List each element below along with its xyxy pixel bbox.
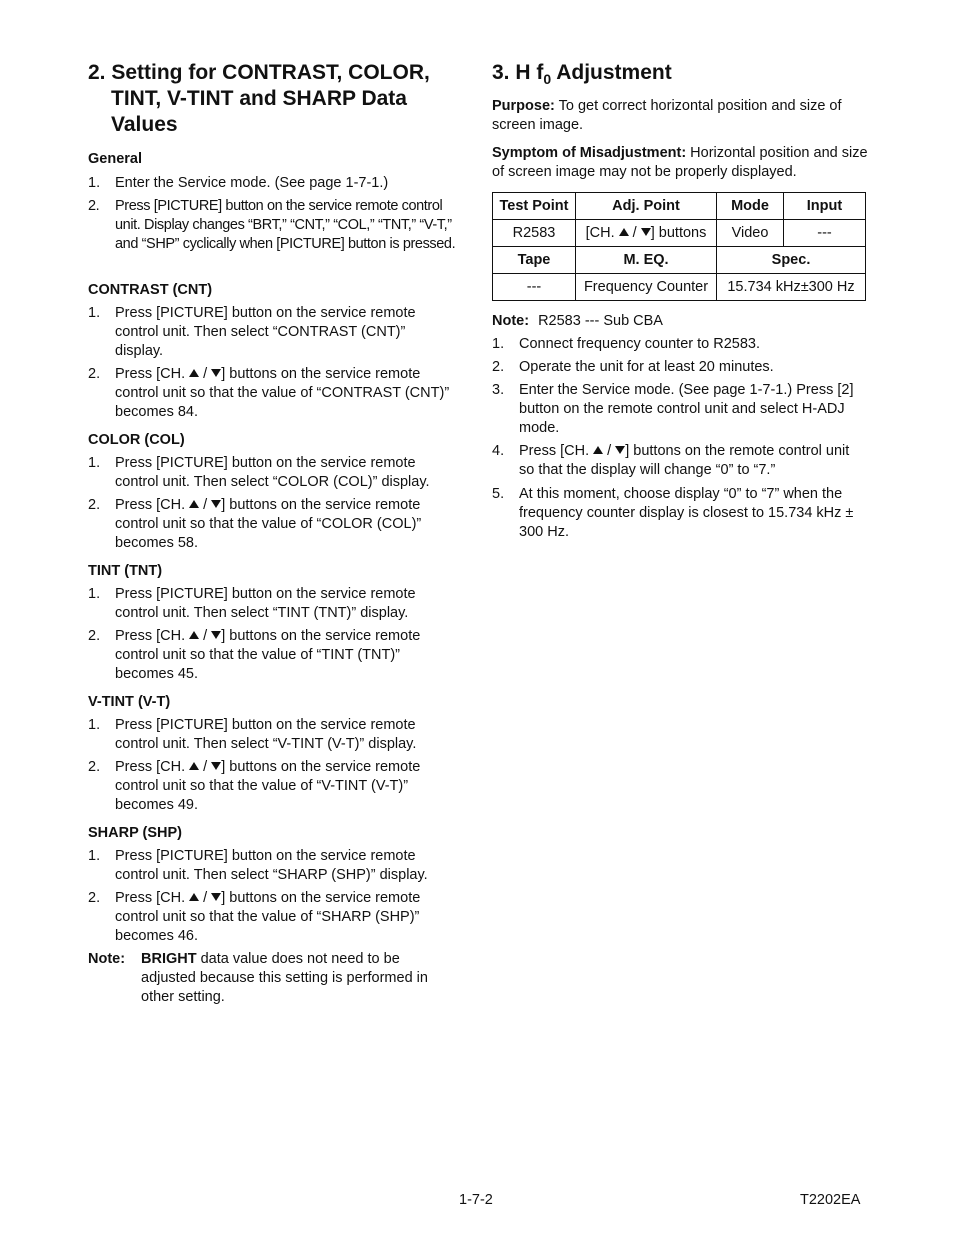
text-part: / bbox=[199, 890, 212, 906]
sharp-step-1 bbox=[88, 847, 456, 885]
contrast-step-1 bbox=[88, 304, 456, 361]
text-part: [CH. bbox=[585, 225, 619, 241]
step-text: Operate the unit for at least 20 minutes. bbox=[519, 359, 774, 375]
text-part: ] buttons on the service remote control unit so that the value of “V-TINT (V-T)” becomes 49. bbox=[115, 759, 421, 813]
triangle-up-icon bbox=[189, 893, 199, 901]
step-text: Press [PICTURE] button on the service remote control unit. Display changes “BRT,” “CNT,” “COL,” “TNT,” “V-T,” and “SHP” cyclically when [PICTURE] button is pressed. bbox=[115, 198, 456, 252]
header-cell: Adj. Point bbox=[576, 193, 717, 220]
text-part: ] buttons on the service remote control unit so that the value of “COLOR (COL)” becomes 58. bbox=[115, 497, 422, 551]
tint-step-1 bbox=[88, 585, 456, 623]
note-bright bbox=[88, 950, 456, 1007]
symptom-paragraph bbox=[492, 144, 868, 182]
step-number: 2. bbox=[88, 366, 101, 382]
table-cell: Frequency Counter bbox=[576, 274, 717, 301]
heading-general: General bbox=[88, 151, 142, 167]
text-part: / bbox=[628, 225, 641, 241]
symptom-text: Horizontal position and size of screen image may not be properly displayed. bbox=[492, 145, 868, 180]
text-part: Press [CH. bbox=[115, 366, 190, 382]
step-number: 1. bbox=[88, 455, 101, 471]
triangle-up-icon bbox=[593, 446, 603, 454]
table-cell: 15.734 kHz±300 Hz bbox=[717, 274, 866, 301]
heading-vtint: V-TINT (V-T) bbox=[88, 694, 171, 710]
hadj-step-2 bbox=[492, 358, 868, 377]
text-part: Press [CH. bbox=[115, 890, 190, 906]
step-text: Connect frequency counter to R2583. bbox=[519, 336, 761, 352]
step-text bbox=[115, 889, 456, 946]
tint-step-2 bbox=[88, 627, 456, 684]
triangle-down-icon bbox=[211, 500, 221, 508]
text-part: ] buttons on the remote control unit so that the display will change “0” to “7.” bbox=[519, 443, 850, 478]
step-number: 1. bbox=[88, 305, 101, 321]
step-text bbox=[115, 496, 456, 553]
step-text bbox=[115, 758, 456, 815]
general-step-1 bbox=[88, 174, 456, 193]
step-text bbox=[519, 442, 868, 480]
table-header-row bbox=[493, 247, 866, 274]
step-number: 1. bbox=[88, 717, 101, 733]
step-text: Press [PICTURE] button on the service remote control unit. Then select “COLOR (COL)” display. bbox=[115, 455, 430, 490]
hadj-step-3 bbox=[492, 381, 868, 438]
text-part: ] buttons on the service remote control unit so that the value of “TINT (TNT)” becomes 45. bbox=[115, 628, 421, 682]
step-text bbox=[115, 627, 456, 684]
step-number: 2. bbox=[88, 759, 101, 775]
header-cell: Mode bbox=[717, 193, 784, 220]
table-row bbox=[493, 274, 866, 301]
heading-color: COLOR (COL) bbox=[88, 432, 185, 448]
text-part: / bbox=[199, 759, 212, 775]
table-cell: R2583 bbox=[493, 220, 576, 247]
hadj-step-5 bbox=[492, 485, 868, 542]
purpose-label: Purpose: bbox=[492, 98, 555, 114]
step-number: 2. bbox=[88, 198, 100, 214]
triangle-up-icon bbox=[189, 369, 199, 377]
text-part: ] buttons on the service remote control unit so that the value of “SHARP (SHP)” becomes 46. bbox=[115, 890, 421, 944]
document-code: T2202EA bbox=[800, 1192, 861, 1208]
color-step-2 bbox=[88, 496, 456, 553]
header-cell: Spec. bbox=[717, 247, 866, 274]
triangle-up-icon bbox=[189, 631, 199, 639]
triangle-up-icon bbox=[619, 228, 629, 236]
text-part: Press [CH. bbox=[115, 628, 190, 644]
step-number: 2. bbox=[88, 497, 101, 513]
adjustment-table bbox=[492, 192, 866, 301]
text-part: ] buttons bbox=[650, 225, 707, 241]
triangle-up-icon bbox=[189, 762, 199, 770]
title-part: 3. H f bbox=[492, 61, 544, 84]
note-text: R2583 --- Sub CBA bbox=[538, 313, 663, 329]
note-text: data value does not need to be adjusted because this setting is performed in other setting. bbox=[141, 951, 428, 1005]
color-step-1 bbox=[88, 454, 456, 492]
general-step-2 bbox=[88, 197, 456, 254]
step-text: Press [PICTURE] button on the service remote control unit. Then select “SHARP (SHP)” display. bbox=[115, 848, 428, 883]
step-text: Enter the Service mode. (See page 1-7-1.) Press [2] button on the remote control unit and select H-ADJ mode. bbox=[519, 382, 854, 436]
step-number: 1. bbox=[88, 175, 101, 191]
step-number: 4. bbox=[492, 443, 505, 459]
step-number: 2. bbox=[88, 628, 101, 644]
hadj-step-4 bbox=[492, 442, 868, 480]
purpose-text: To get correct horizontal position and size of screen image. bbox=[492, 98, 842, 133]
contrast-step-2 bbox=[88, 365, 456, 422]
step-text: At this moment, choose display “0” to “7” when the frequency counter display is closest to 15.734 kHz ± 300 Hz. bbox=[519, 486, 854, 540]
title-part: Adjustment bbox=[551, 61, 672, 84]
triangle-down-icon bbox=[211, 893, 221, 901]
triangle-down-icon bbox=[641, 228, 651, 236]
step-text: Press [PICTURE] button on the service remote control unit. Then select “V-TINT (V-T)” display. bbox=[115, 717, 417, 752]
note-label: Note: bbox=[492, 313, 530, 329]
text-part: / bbox=[603, 443, 616, 459]
triangle-down-icon bbox=[211, 762, 221, 770]
step-text bbox=[115, 365, 456, 422]
note-r2583 bbox=[492, 312, 868, 331]
triangle-up-icon bbox=[189, 500, 199, 508]
note-label: Note: bbox=[88, 951, 126, 967]
step-number: 2. bbox=[492, 359, 505, 375]
text-part: / bbox=[199, 366, 212, 382]
header-cell: M. EQ. bbox=[576, 247, 717, 274]
symptom-label: Symptom of Misadjustment: bbox=[492, 145, 687, 161]
table-cell bbox=[576, 220, 717, 247]
step-number: 2. bbox=[88, 890, 101, 906]
header-cell: Input bbox=[784, 193, 866, 220]
table-cell: Video bbox=[717, 220, 784, 247]
step-number: 1. bbox=[492, 336, 505, 352]
heading-contrast: CONTRAST (CNT) bbox=[88, 282, 213, 298]
text-part: Press [CH. bbox=[519, 443, 594, 459]
triangle-down-icon bbox=[211, 631, 221, 639]
table-cell: --- bbox=[493, 274, 576, 301]
text-part: / bbox=[199, 497, 212, 513]
header-cell: Tape bbox=[493, 247, 576, 274]
text-part: ] buttons on the service remote control unit so that the value of “CONTRAST (CNT)” becomes 84. bbox=[115, 366, 450, 420]
triangle-down-icon bbox=[211, 369, 221, 377]
text-part: / bbox=[199, 628, 212, 644]
section-title-hf0 bbox=[492, 60, 672, 92]
step-number: 1. bbox=[88, 848, 101, 864]
triangle-down-icon bbox=[615, 446, 625, 454]
vtint-step-1 bbox=[88, 716, 456, 754]
step-text: Press [PICTURE] button on the service remote control unit. Then select “TINT (TNT)” display. bbox=[115, 586, 416, 621]
text-part: Press [CH. bbox=[115, 497, 190, 513]
step-number: 3. bbox=[492, 382, 505, 398]
note-body bbox=[141, 950, 456, 1007]
step-number: 5. bbox=[492, 486, 505, 502]
note-bold: BRIGHT bbox=[141, 951, 197, 967]
table-row bbox=[493, 220, 866, 247]
step-number: 1. bbox=[88, 586, 101, 602]
hadj-step-1 bbox=[492, 335, 868, 354]
purpose-paragraph bbox=[492, 97, 868, 135]
page-number: 1-7-2 bbox=[459, 1192, 493, 1208]
sharp-step-2 bbox=[88, 889, 456, 946]
heading-sharp: SHARP (SHP) bbox=[88, 825, 182, 841]
table-header-row bbox=[493, 193, 866, 220]
table-cell: --- bbox=[784, 220, 866, 247]
heading-tint: TINT (TNT) bbox=[88, 563, 163, 579]
vtint-step-2 bbox=[88, 758, 456, 815]
section-title-settings: 2. Setting for CONTRAST, COLOR, TINT, V-TINT and SHARP Data Values bbox=[88, 61, 430, 136]
title-subscript: 0 bbox=[543, 71, 552, 88]
text-part: Press [CH. bbox=[115, 759, 190, 775]
step-text: Press [PICTURE] button on the service remote control unit. Then select “CONTRAST (CNT)” display. bbox=[115, 305, 416, 359]
step-text: Enter the Service mode. (See page 1-7-1.) bbox=[115, 175, 389, 191]
header-cell: Test Point bbox=[493, 193, 576, 220]
